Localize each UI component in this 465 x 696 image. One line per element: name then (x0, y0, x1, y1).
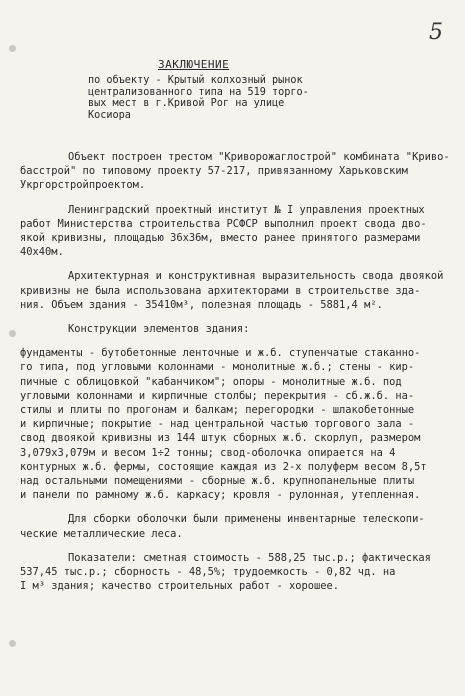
text-line: 40х40м. (20, 246, 64, 259)
paragraph (20, 322, 460, 336)
text-line: 3,079х3,079м и весом 1÷2 тонны; свод-оболочка опирается на 4 (20, 446, 396, 459)
subject-line: Косиора (88, 109, 131, 121)
text-line: 537,45 тыс.р.; сборность - 48,5%; трудоемкость - 0,82 чд. на (20, 566, 396, 579)
paragraph (20, 551, 460, 594)
subject-line: централизованного типа на 519 торго- (88, 86, 309, 98)
subject-line: вых мест в г.Кривой Рог на улице (88, 98, 285, 109)
text-line: басстрой" по типовому проекту 57-217, привязанному Харьковским (20, 165, 408, 178)
text-line: над остальными помещениями - сборные ж.б. крупнопанельные плиты (20, 475, 415, 488)
text-line: фундаменты - бутобетонные ленточные и ж.б. ступенчатые стаканно- (20, 347, 421, 360)
text-line: кривизны не была использована архитекторами в строительстве зда- (20, 284, 421, 297)
text-line: угловыми колоннами и кирпичные столбы; перекрытия - сб.ж.б. на- (20, 389, 415, 402)
text-line: пичные с облицовкой "кабанчиком"; опоры - монолитные ж.б. под (20, 375, 402, 388)
text-line: ния. Объем здания - 35410м³, полезная площадь - 5881,4 м². (20, 298, 383, 311)
paragraph (20, 269, 460, 312)
text-line: Показатели: сметная стоимость - 588,25 тыс.р.; фактическая (68, 551, 431, 564)
page-number: 5 (429, 20, 443, 45)
document-body (20, 150, 460, 603)
text-line: Укргорстройпроектом. (20, 179, 146, 192)
paragraph (20, 150, 460, 193)
document-title: ЗАКЛЮЧЕНИЕ (158, 58, 230, 71)
punch-hole (9, 330, 16, 337)
text-line: Ленинградский проектный институт № I управления проектных (68, 203, 425, 216)
punch-hole (9, 45, 16, 52)
paragraph (20, 512, 460, 540)
text-line: I м³ здания; качество строительных работ - хорошее. (20, 580, 340, 593)
text-line: Архитектурная и конструктивная выразительность свода двоякой (68, 270, 444, 283)
punch-hole (9, 640, 16, 647)
text-line: свод двоякой кривизны из 144 штук сборных ж.б. скорлуп, размером (20, 432, 421, 445)
text-line: якой кривизны, площадью 36х36м, вместо ранее принятого размерами (20, 232, 421, 245)
text-line: и кирпичные; покрытие - над центральной частью торгового зала - (20, 418, 415, 431)
text-line: контурных ж.б. фермы, состоящие каждая из 2-х полуферм весом 8,5т (20, 460, 427, 473)
text-line: Конструкции элементов здания: (68, 323, 250, 336)
text-line: го типа, под угловыми колоннами - монолитные ж.б.; стены - кир- (20, 361, 415, 374)
paragraph (20, 346, 460, 502)
subject-line: по объекту - Крытый колхозный рынок (88, 75, 303, 86)
subject-block (88, 75, 309, 121)
text-line: Для сборки оболочки были применены инвентарные телескопи- (68, 513, 425, 526)
text-line: и панели по рамному ж.б. каркасу; кровля - рулонная, утепленная. (20, 489, 421, 502)
text-line: работ Министерства строительства РСФСР выполнил проект свода дво- (20, 217, 427, 230)
text-line: ческие металлические леса. (20, 527, 183, 540)
text-line: Объект построен трестом "Криворожаглострой" комбината "Криво- (68, 151, 450, 163)
text-line: стилы и плиты по прогонам и балкам; перегородки - шлакобетонные (20, 404, 415, 417)
paragraph (20, 203, 460, 260)
